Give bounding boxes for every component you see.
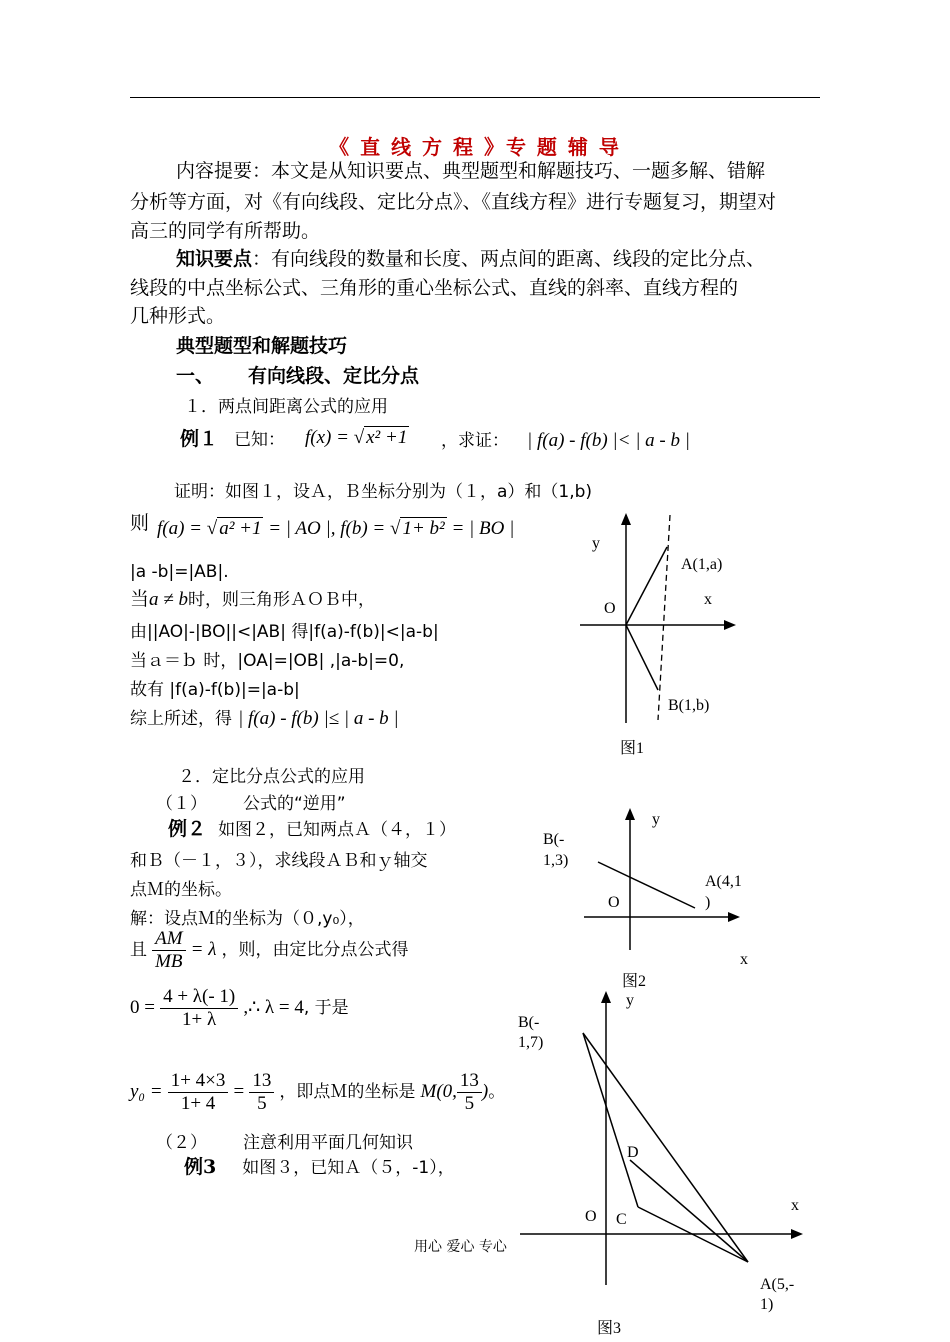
function-lhs: f(x) = — [305, 427, 349, 448]
knowledge-line-1 — [176, 244, 765, 274]
ratio-fraction — [152, 928, 185, 973]
fig3-point-b-1: B(- — [518, 1014, 540, 1031]
m-text: ，即点Ｍ的坐标是 — [279, 1082, 416, 1102]
fig3-point-a-2: 1) — [760, 1296, 774, 1313]
ratio-denominator: MB — [155, 951, 183, 972]
example-2-ratio-line — [130, 928, 409, 973]
proof-intro: 证明：如图１，设Ａ，Ｂ坐标分别为（１，a）和（1,b) — [174, 482, 593, 502]
fa-rhs: = | AO |, — [268, 518, 336, 539]
lambda-result: ,∴ λ = 4 — [243, 997, 304, 1018]
fig2-point-a-2: ) — [705, 894, 711, 911]
fig1-caption: 图1 — [620, 740, 645, 757]
fig3-segment-bc — [583, 1033, 638, 1207]
fa-radicand: a² +1 — [219, 518, 262, 539]
item-2 — [156, 1128, 413, 1153]
ratio-lambda: = λ — [190, 939, 217, 960]
m-fraction — [457, 1070, 482, 1115]
figure-1 — [570, 505, 750, 765]
fig3-point-c: C — [616, 1211, 627, 1228]
example-3-text: 如图３，已知Ａ（５，-1）， — [242, 1158, 455, 1178]
fig1-x-label: x — [704, 591, 712, 608]
part-1-number: 一、 — [176, 365, 215, 387]
header-rule — [130, 97, 820, 98]
example-1-given-text: 已知： — [234, 430, 286, 450]
when-prefix: 当 — [130, 588, 150, 610]
abstract-line-3: 高三的同学有所帮助。 — [130, 220, 321, 242]
page-title: 《 直 线 方 程 》专 题 辅 导 — [329, 135, 621, 159]
knowledge-text-1: ：有向线段的数量和长度、两点间的距离、线段的定比分点、 — [252, 248, 766, 270]
proof-fa-fb: f(a) = √ a² +1 = | AO |, f(b) = √ 1+ b² = | BO | — [157, 518, 515, 539]
y0-value-denominator: 5 — [257, 1093, 267, 1114]
fig3-origin: O — [585, 1208, 597, 1225]
y0-fraction — [168, 1070, 229, 1115]
m-period: 。 — [488, 1082, 506, 1102]
lambda-denominator: 1+ λ — [182, 1009, 217, 1030]
fig3-x-label: x — [791, 1197, 799, 1214]
fig3-point-b-2: 1,7) — [518, 1034, 544, 1051]
example-1-claim: | f(a) - f(b) |< | a - b | — [527, 430, 690, 451]
figure-3 — [505, 985, 820, 1342]
when-math: a ≠ b — [149, 589, 188, 610]
function-radicand: x² +1 — [366, 427, 408, 448]
figure-2 — [540, 800, 760, 995]
fig1-y-arrow — [621, 513, 631, 525]
lambda-so: , 于是 — [303, 998, 349, 1018]
fb-radicand: 1+ b² — [402, 518, 445, 539]
fig1-point-a: A(1,a) — [681, 556, 723, 573]
example-2-lambda-line — [130, 986, 349, 1031]
example-3-label: 例3 — [184, 1156, 217, 1178]
y0-numerator: 1+ 4×3 — [168, 1070, 229, 1093]
abstract-line-1: 内容提要：本文是从知识要点、典型题型和解题技巧、一题多解、错解 — [176, 160, 766, 182]
example-1-prove-label: ，求证： — [441, 431, 509, 451]
knowledge-line-2: 线段的中点坐标公式、三角形的重心坐标公式、直线的斜率、直线方程的 — [130, 277, 739, 299]
m-prefix: M(0, — [420, 1081, 457, 1102]
fb-lhs: f(b) = — [340, 518, 386, 539]
m-denominator: 5 — [464, 1093, 475, 1114]
y0-lhs: y₀ = — [130, 1081, 163, 1102]
example-1-label: 例１ — [180, 428, 219, 450]
summary-prefix: 综上所述，得 — [130, 709, 232, 729]
proof-equal-line: 当ａ＝ｂ 时，|OA|=|OB| ,|a-b|=0, — [130, 651, 405, 671]
fig3-point-d: D — [627, 1144, 639, 1161]
fig3-point-a-1: A(5,- — [760, 1276, 795, 1293]
item-1 — [156, 789, 346, 814]
knowledge-line-3: 几种形式。 — [130, 305, 226, 327]
fig1-segment-oa — [626, 547, 667, 625]
proof-then: 则 — [130, 512, 150, 534]
lambda-fraction — [160, 986, 238, 1031]
fig1-dashed-line — [658, 515, 670, 720]
fig2-x-label: x — [740, 951, 748, 968]
ratio-then-text: ，则，由定比分点公式得 — [221, 940, 409, 960]
proof-so-line: 故有 |f(a)-f(b)|=|a-b| — [130, 680, 300, 700]
example-3-line — [184, 1152, 455, 1183]
m-suffix: ) — [481, 1081, 489, 1102]
example-1-function: f(x) = √ x² +1 — [305, 427, 408, 448]
fig1-y-label: y — [592, 535, 600, 552]
fig3-segment-da — [630, 1160, 748, 1262]
example-2-line-1 — [168, 814, 456, 845]
item-1-text: 公式的“逆用” — [243, 794, 346, 814]
lambda-numerator: 4 + λ(- 1) — [160, 986, 238, 1009]
example-2-solution: 解：设点Ｍ的坐标为（０,y₀）， — [130, 909, 365, 929]
fig2-x-arrow — [728, 912, 740, 922]
fa-lhs: f(a) = — [157, 518, 203, 539]
summary-math: | f(a) - f(b) |≤ | a - b | — [238, 708, 399, 729]
item-2-number: （２） — [156, 1133, 207, 1153]
m-numerator: 13 — [457, 1070, 482, 1093]
page-footer: 用心 爱心 专心 — [414, 1239, 507, 1255]
fig1-segment-ob — [626, 625, 658, 690]
proof-from-line: 由||AO|-|BO||<|AB| 得|f(a)-f(b)|<|a-b| — [130, 622, 439, 642]
fb-rhs: = | BO | — [451, 518, 515, 539]
proof-when-line — [130, 584, 375, 615]
y0-eq: = — [233, 1081, 245, 1102]
part-1-heading — [176, 361, 419, 391]
section-heading: 典型题型和解题技巧 — [176, 335, 348, 357]
fig2-origin: O — [608, 894, 620, 911]
fig2-point-b-1: B(- — [543, 831, 565, 848]
fig2-y-label: y — [652, 811, 660, 828]
knowledge-label: 知识要点 — [176, 248, 253, 270]
item-1-number: （１） — [156, 794, 207, 814]
fig3-y-arrow — [601, 991, 611, 1003]
y0-value-fraction — [249, 1070, 274, 1115]
fig2-point-a-1: A(4,1 — [705, 873, 742, 890]
proof-line-ab: |a -b|=|AB|. — [130, 562, 229, 582]
example-1-given — [180, 424, 285, 455]
fig1-point-b: B(1,b) — [668, 697, 710, 714]
example-2-line-3: 点Ｍ的坐标。 — [130, 880, 232, 900]
ratio-and: 且 — [130, 940, 147, 960]
item-2-text: 注意利用平面几何知识 — [243, 1133, 413, 1153]
fig3-caption: 图3 — [597, 1320, 622, 1337]
proof-summary — [130, 703, 399, 734]
ratio-numerator: AM — [152, 928, 185, 951]
example-2-y0-line — [130, 1070, 505, 1115]
y0-denominator: 1+ 4 — [180, 1093, 216, 1114]
y0-value-numerator: 13 — [249, 1070, 274, 1093]
subsection-2: ２．定比分点公式的应用 — [178, 767, 365, 787]
when-suffix: 时，则三角形ＡＯＢ中， — [187, 590, 375, 610]
fig1-x-arrow — [724, 620, 736, 630]
subsection-1: １．两点间距离公式的应用 — [184, 397, 388, 417]
part-1-title: 有向线段、定比分点 — [248, 365, 420, 387]
fig3-x-arrow — [791, 1229, 803, 1239]
zero-eq: 0 = — [130, 997, 155, 1018]
example-2-text-1: 如图２，已知两点Ａ（４，１） — [218, 820, 457, 840]
fig1-origin: O — [604, 600, 616, 617]
fig3-y-label: y — [626, 992, 634, 1009]
fig3-segment-ba — [583, 1033, 748, 1262]
fig2-point-b-2: 1,3) — [543, 852, 569, 869]
example-2-line-2: 和Ｂ（－１，３），求线段ＡＢ和ｙ轴交 — [130, 851, 428, 871]
fig2-y-arrow — [625, 808, 635, 820]
fig2-caption: 图2 — [622, 973, 647, 990]
abstract-line-2: 分析等方面，对《有向线段、定比分点》、《直线方程》进行专题复习，期望对 — [130, 191, 777, 213]
example-2-label: 例２ — [168, 818, 207, 840]
